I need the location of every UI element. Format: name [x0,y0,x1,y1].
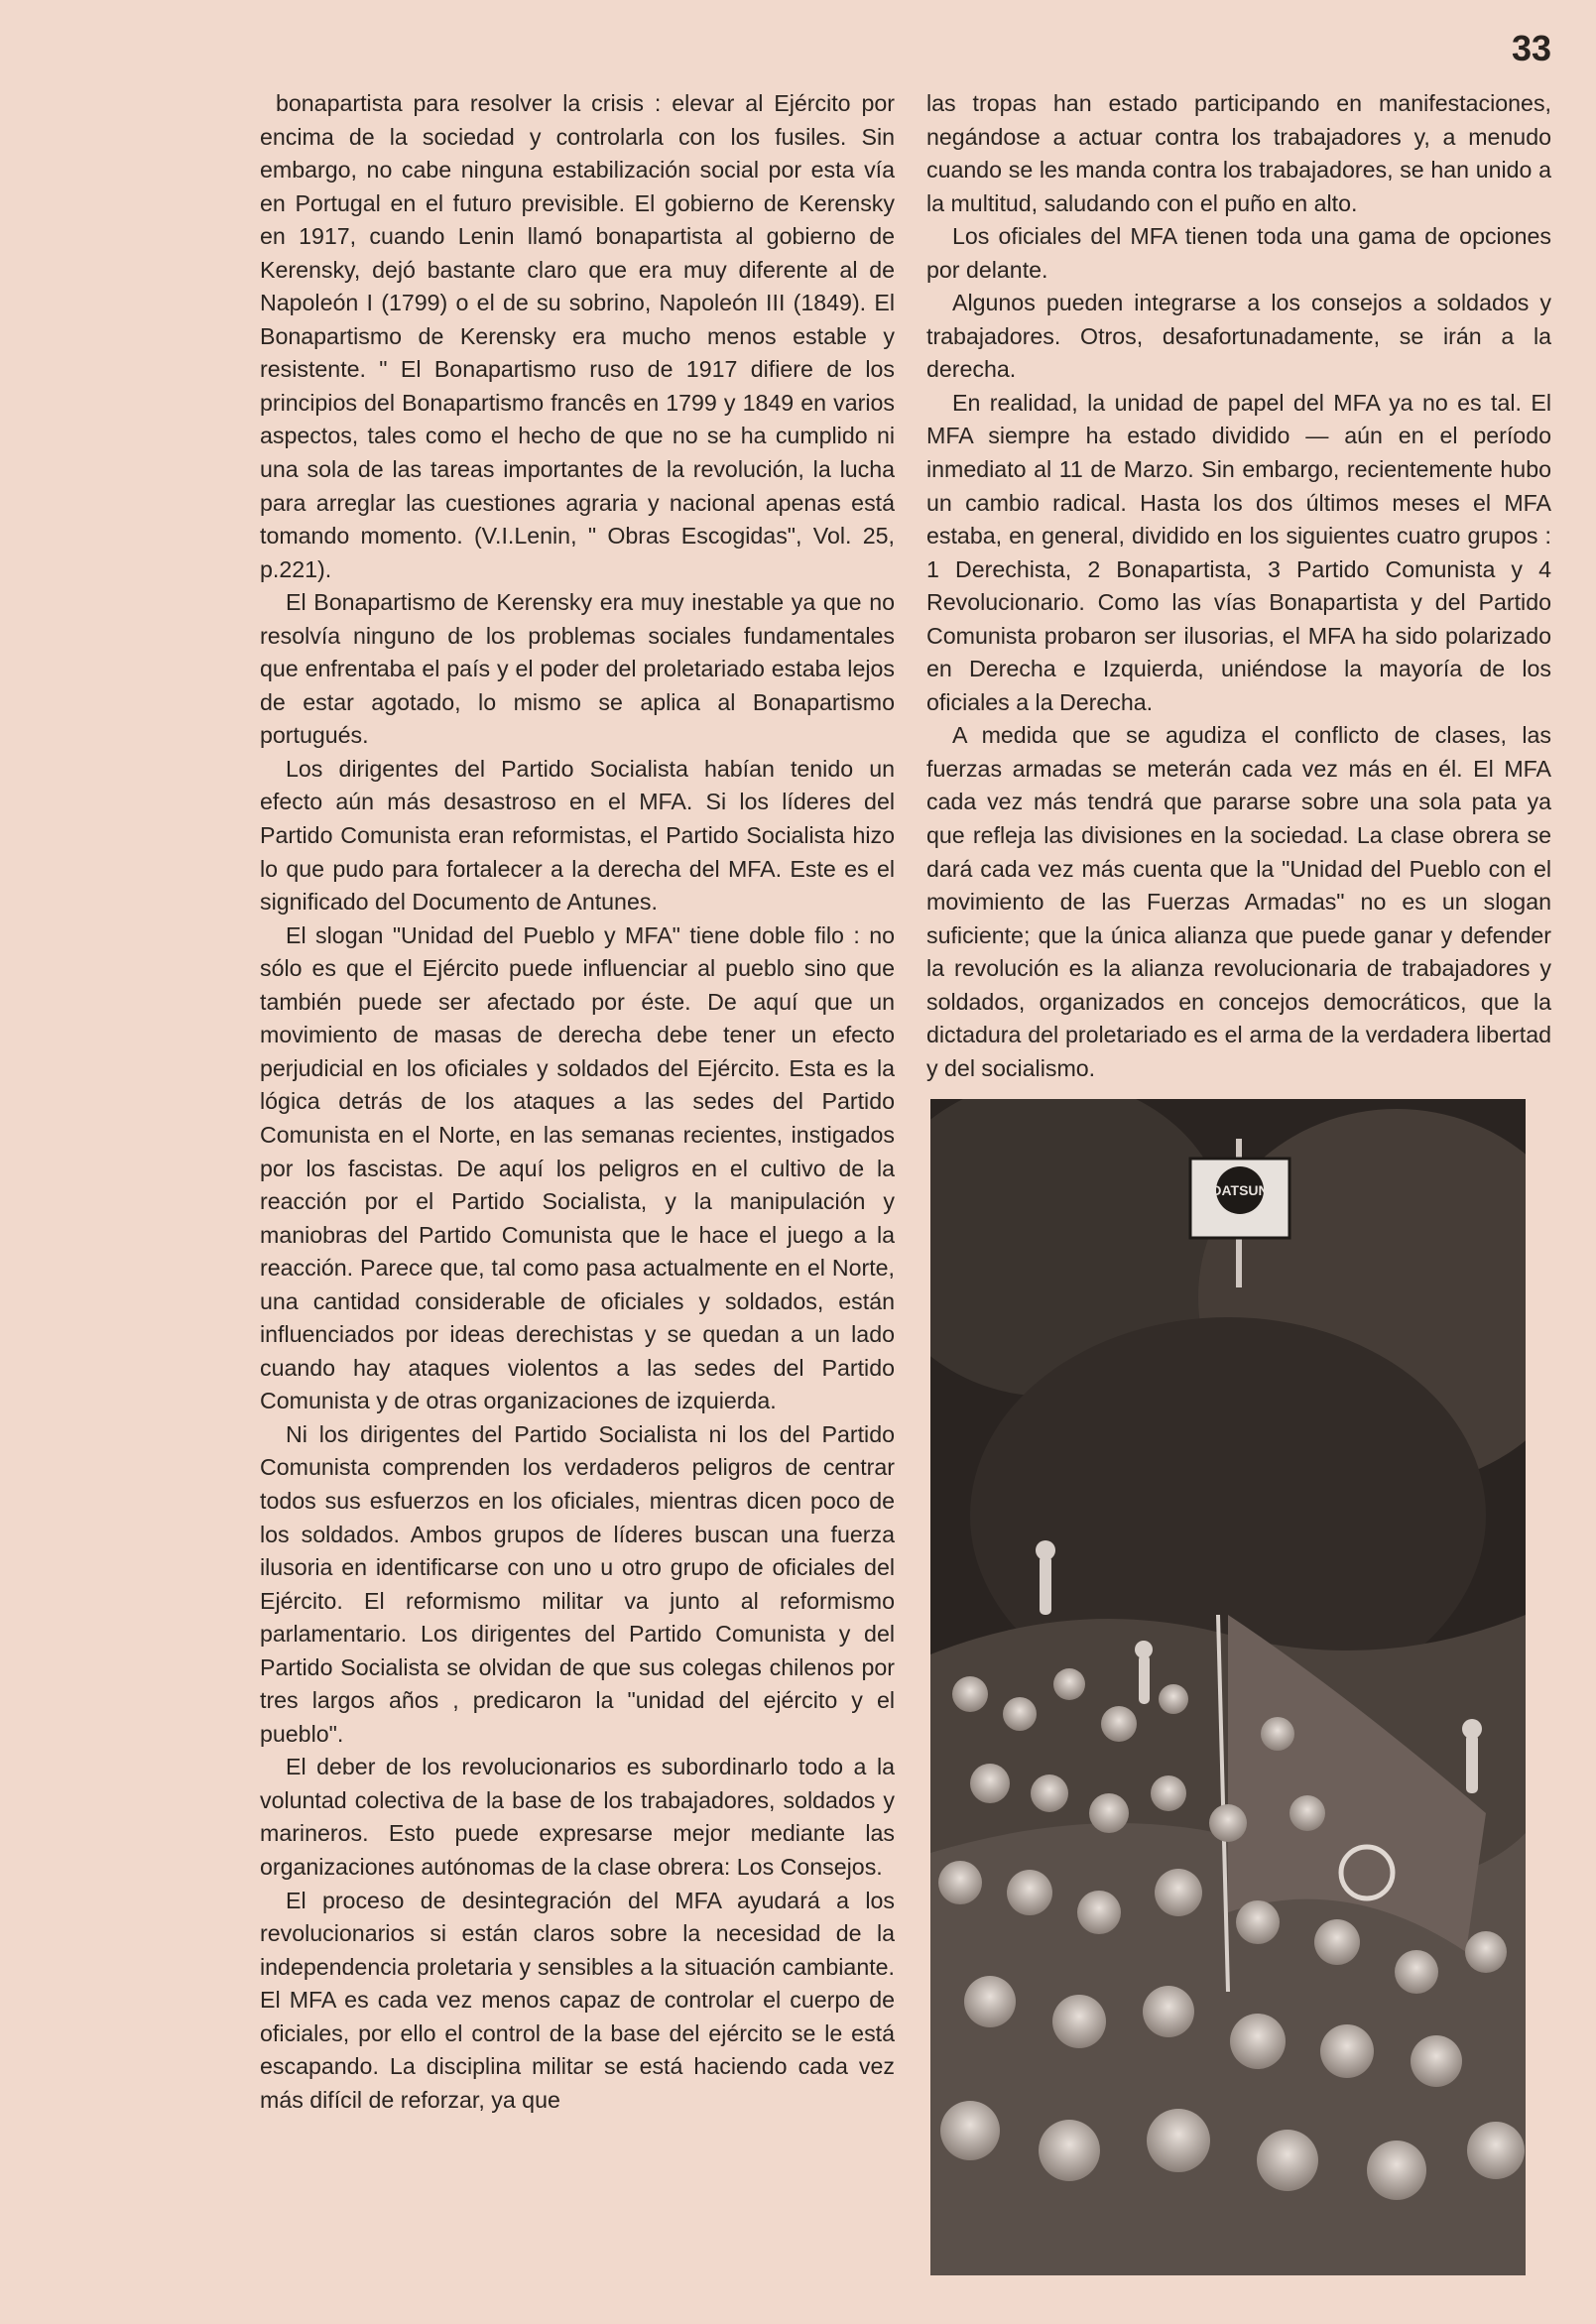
paragraph: El Bonapartismo de Kerensky era muy inestable ya que no resolvía ninguno de los problemas sociales fundamentales que enfrentaba el país y el poder del proletariado estaba lejos de estar agotado, lo mismo se aplica al Bonapartismo portugués. [260,589,895,749]
paragraph: El proceso de desintegración del MFA ayudará a los revolucionarios si están claros sobre la necesidad de la independencia proletaria y sensibles a la situación cambiante. El MFA es cada vez menos capaz de controlar el cuerpo de oficiales, por ello el control de la base del ejército se le está escapando. La disciplina militar se está haciendo cada vez más difícil de reforzar, ya que [260,1887,895,2113]
paragraph: El slogan "Unidad del Pueblo y MFA" tiene doble filo : no sólo es que el Ejército puede influenciar al pueblo sino que también puede ser afectado por éste. De aquí que un movimiento de masas de derecha debe tener un efecto perjudicial en los oficiales y soldados del Ejército. Esta es la lógica detrás de los ataques a las sedes del Partido Comunista en el Norte, en las semanas recientes, instigados por los fascistas. De aquí los peligros en el cultivo de la reacción por el Partido Socialista, y la manipulación y maniobras del Partido Comunista que le hace el juego a la reacción. Parece que, tal como pasa actualmente en el Norte, una cantidad considerable de oficiales y soldados, están influenciados por ideas derechistas y se quedan a un lado cuando hay ataques violentos a las sedes del Partido Comunista y de otras organizaciones de izquierda. [260,921,895,1414]
paragraph: Los dirigentes del Partido Socialista habían tenido un efecto aún más desastroso en el MFA. Si los líderes del Partido Comunista eran reformistas, el Partido Socialista hizo lo que pudo para fortalecer a la derecha del MFA. Este es el significado del Documento de Antunes. [260,755,895,916]
paragraph: En realidad, la unidad de papel del MFA ya no es tal. El MFA siempre ha estado dividido — aún en el período inmediato al 11 de Marzo. Sin embargo, recientemente hubo un cambio radical. Hasta los dos últimos meses el MFA estaba, en general, dividido en los siguientes cuatro grupos : 1 Derechista, 2 Bonapartista, 3 Partido Comunista y 4 Revolucionario. Como las vías Bonapartista y del Partido Comunista probaron ser ilusorias, el MFA ha sido polarizado en Derecha e Izquierda, uniéndose la mayoría de los oficiales a la Derecha. [926,389,1551,715]
demonstration-photo [930,1099,1526,2275]
sign-label: DATSUN [1211,1182,1269,1198]
paragraph: bonapartista para resolver la crisis : elevar al Ejército por encima de la sociedad y controlarla con los fusiles. Sin embargo, no cabe ninguna estabilización social por esta vía en Portugal en el futuro previsible. El gobierno de Kerensky en 1917, cuando Lenin llamó bonapartista al gobierno de Kerensky, dejó bastante claro que era muy diferente al de Napoleón I (1799) o el de su sobrino, Napoleón III (1849). El Bonapartismo de Kerensky era mucho menos estable y resistente. " El Bonapartismo ruso de 1917 difiere de los principios del Bonapartismo francês en 1799 y 1849 en varios aspectos, tales como el hecho de que no se ha cumplido ni una sola de las tareas importantes de la revolución, la lucha para arreglar las cuestiones agraria y nacional apenas está tomando momento. (V.I.Lenin, " Obras Escogidas", Vol. 25, p.221). [260,90,895,582]
paragraph: El deber de los revolucionarios es subordinarlo todo a la voluntad colectiva de la base de los trabajadores, soldados y marineros. Esto puede expresarse mejor mediante las organizaciones autónomas de la clase obrera: Los Consejos. [260,1754,895,1880]
right-text-column [926,87,1551,1085]
paragraph: Ni los dirigentes del Partido Socialista ni los del Partido Comunista comprenden los verdaderos peligros de centrar todos sus esfuerzos en los oficiales, mientras dicen poco de los soldados. Ambos grupos de líderes buscan una fuerza ilusoria en identificarse con uno u otro grupo de oficiales del Ejército. El reformismo militar va junto al reformismo parlamentario. Los dirigentes del Partido Comunista y del Partido Socialista se olvidan de que sus colegas chilenos por tres largos años , predicaron la "unidad del ejército y el pueblo". [260,1420,895,1747]
left-text-column [260,87,895,2117]
page-number: 33 [1511,28,1551,68]
paragraph: las tropas han estado participando en manifestaciones, negándose a actuar contra los trabajadores y, a menudo cuando se les manda contra los trabajadores, se han unido a la multitud, saludando con el puño en alto. [926,90,1551,216]
paragraph: Los oficiales del MFA tienen toda una gama de opciones por delante. [926,223,1551,283]
paragraph: A medida que se agudiza el conflicto de clases, las fuerzas armadas se meterán cada vez más en él. El MFA cada vez más tendrá que pararse sobre una sola pata ya que refleja las divisiones en la sociedad. La clase obrera se dará cada vez más cuenta que la "Unidad del Pueblo con el movimiento de las Fuerzas Armadas" no es un slogan suficiente; que la única alianza que puede ganar y defender la revolución es la alianza revolucionaria de trabajadores y soldados, organizados en concejos democráticos, que la dictadura del proletariado es el arma de la verdadera libertad y del socialismo. [926,722,1551,1081]
crowd-photo-illustration [930,1099,1526,2275]
paragraph: Algunos pueden integrarse a los consejos a soldados y trabajadores. Otros, desafortunadamente, se irán a la derecha. [926,290,1551,383]
